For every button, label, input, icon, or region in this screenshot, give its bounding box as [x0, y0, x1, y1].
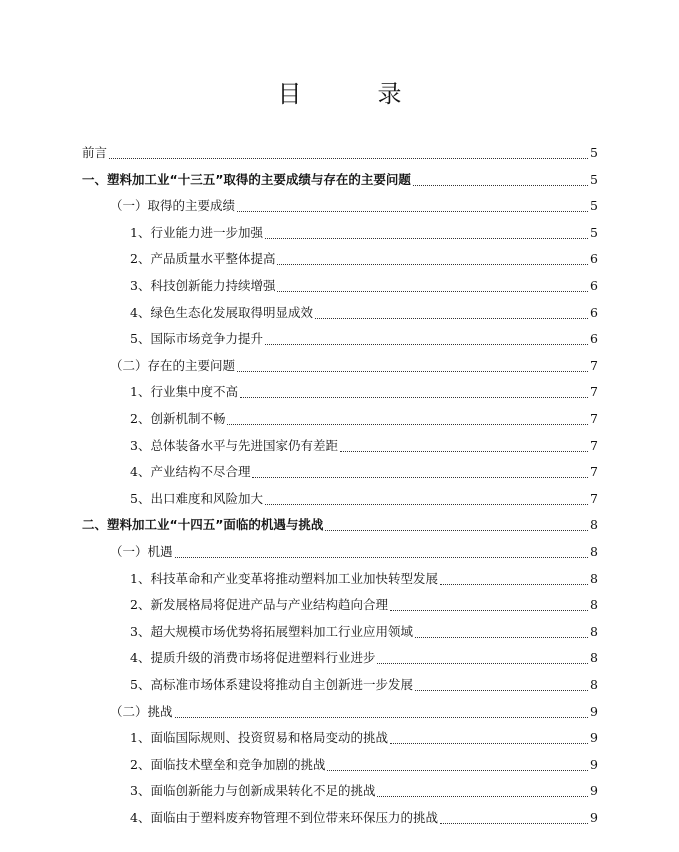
dot-leader	[265, 330, 588, 345]
toc-entry[interactable]	[130, 808, 598, 828]
toc-entry-label: 5、高标准市场体系建设将推动自主创新进一步发展	[130, 677, 413, 692]
toc-entry-label: 5、出口难度和风险加大	[130, 490, 263, 506]
toc-entry-label: 4、产业结构不尽合理	[130, 464, 251, 480]
toc-entry-label: 1、行业能力进一步加强	[130, 224, 263, 240]
toc-entry[interactable]	[82, 170, 598, 190]
toc-entry-label: 3、总体装备水平与先进国家仍有差距	[130, 437, 338, 453]
toc-entry-label: 前言	[82, 145, 108, 160]
toc-entry[interactable]	[130, 223, 598, 243]
toc-entry[interactable]	[130, 329, 598, 349]
page-title: 目 录	[277, 80, 428, 108]
toc-entry-label: 4、面临由于塑料废弃物管理不到位带来环保压力的挑战	[130, 810, 438, 825]
toc-entry[interactable]	[130, 249, 598, 269]
toc-entry[interactable]	[130, 462, 598, 482]
toc-entry[interactable]	[110, 196, 598, 216]
toc-entry-label: 2、创新机制不畅	[130, 411, 226, 426]
toc-entry-page: 9	[590, 756, 598, 772]
dot-leader	[390, 596, 588, 611]
toc-entry-page: 7	[590, 384, 598, 400]
toc-entry-page: 8	[590, 544, 598, 559]
toc-entry-page: 7	[590, 490, 598, 506]
toc-entry-page: 9	[590, 730, 598, 746]
toc-entry-page: 7	[590, 464, 598, 480]
toc-entry-label: 2、新发展格局将促进产品与产业结构趋向合理	[130, 597, 388, 613]
toc-entry-label: 1、面临国际规则、投资贸易和格局变动的挑战	[130, 730, 388, 746]
dot-leader	[315, 304, 588, 319]
toc-entry[interactable]	[130, 276, 598, 296]
toc-entry-label: 2、面临技术壁垒和竞争加剧的挑战	[130, 756, 326, 772]
dot-leader	[415, 623, 588, 638]
toc-entry[interactable]	[130, 595, 598, 615]
toc-entry-page: 7	[590, 357, 598, 373]
toc-entry-label: 一、塑料加工业“十三五”取得的主要成绩与存在的主要问题	[82, 171, 411, 187]
toc-entry[interactable]	[130, 382, 598, 402]
dot-leader	[237, 197, 588, 212]
toc-entry[interactable]	[130, 622, 598, 642]
toc-entry-page: 8	[590, 597, 598, 613]
toc-entry-label: 4、提质升级的消费市场将促进塑料行业进步	[130, 650, 376, 666]
toc-entry[interactable]	[130, 675, 598, 695]
toc-entry-page: 5	[590, 145, 598, 160]
toc-entry[interactable]	[110, 356, 598, 376]
toc-entry-page: 8	[590, 517, 598, 533]
toc-entry-label: 3、科技创新能力持续增强	[130, 278, 276, 293]
toc-entry[interactable]	[130, 303, 598, 323]
dot-leader	[277, 277, 588, 292]
toc-entry-page: 6	[590, 278, 598, 293]
dot-leader	[440, 809, 588, 824]
toc-entry-page: 7	[590, 437, 598, 453]
toc-entry[interactable]	[130, 648, 598, 668]
dot-leader	[265, 224, 588, 239]
toc-entry[interactable]	[130, 436, 598, 456]
toc-entry-page: 7	[590, 411, 598, 426]
toc-entry-page: 5	[590, 171, 598, 187]
toc-entry-page: 6	[590, 251, 598, 267]
toc-entry[interactable]	[130, 409, 598, 429]
toc-entry-label: 4、绿色生态化发展取得明显成效	[130, 304, 313, 320]
toc-entry-label: 1、行业集中度不高	[130, 384, 238, 400]
toc-entry-label: 二、塑料加工业“十四五”面临的机遇与挑战	[82, 517, 324, 533]
dot-leader	[277, 250, 588, 265]
dot-leader	[325, 516, 588, 531]
toc-entry-page: 6	[590, 331, 598, 347]
dot-leader	[415, 676, 588, 691]
dot-leader	[109, 144, 588, 159]
toc-entry-label: 1、科技革命和产业变革将推动塑料加工业加快转型发展	[130, 570, 438, 586]
toc-entry[interactable]	[130, 755, 598, 775]
toc-entry-page: 6	[590, 304, 598, 320]
dot-leader	[175, 543, 588, 558]
toc-entry-label: 3、超大规模市场优势将拓展塑料加工行业应用领域	[130, 623, 413, 639]
dot-leader	[440, 570, 588, 585]
dot-leader	[265, 490, 588, 505]
dot-leader	[377, 782, 588, 797]
toc-entry-page: 9	[590, 783, 598, 799]
dot-leader	[340, 437, 588, 452]
toc-entry[interactable]	[130, 489, 598, 509]
toc-entry-label: 2、产品质量水平整体提高	[130, 251, 276, 267]
dot-leader	[237, 357, 588, 372]
toc-entry-page: 8	[590, 623, 598, 639]
toc-entry-page: 5	[590, 198, 598, 214]
toc-entry-page: 5	[590, 224, 598, 240]
toc-entry[interactable]	[82, 515, 598, 535]
toc-entry-page: 9	[590, 703, 598, 719]
toc-entry-page: 8	[590, 570, 598, 586]
dot-leader	[377, 649, 588, 664]
dot-leader	[252, 463, 588, 478]
toc-entry-label: （一）机遇	[110, 544, 173, 559]
toc-entry[interactable]	[130, 569, 598, 589]
toc-entry-label: 3、面临创新能力与创新成果转化不足的挑战	[130, 783, 376, 799]
dot-leader	[390, 729, 588, 744]
toc-entry-page: 9	[590, 810, 598, 825]
toc-entry-label: （二）存在的主要问题	[110, 357, 236, 373]
dot-leader	[175, 703, 588, 718]
toc-entry[interactable]	[110, 702, 598, 722]
dot-leader	[413, 171, 588, 186]
toc-entry-label: （二）挑战	[110, 703, 173, 719]
dot-leader	[227, 410, 588, 425]
toc-entry-page: 8	[590, 677, 598, 692]
dot-leader	[327, 756, 588, 771]
toc-entry-label: （一）取得的主要成绩	[110, 198, 236, 214]
dot-leader	[240, 383, 588, 398]
toc-entry[interactable]	[130, 781, 598, 801]
toc-entry[interactable]	[130, 728, 598, 748]
toc-entry-page: 8	[590, 650, 598, 666]
toc-entry-label: 5、国际市场竞争力提升	[130, 331, 263, 347]
toc-entry[interactable]	[110, 542, 598, 562]
toc-entry[interactable]	[82, 143, 598, 163]
